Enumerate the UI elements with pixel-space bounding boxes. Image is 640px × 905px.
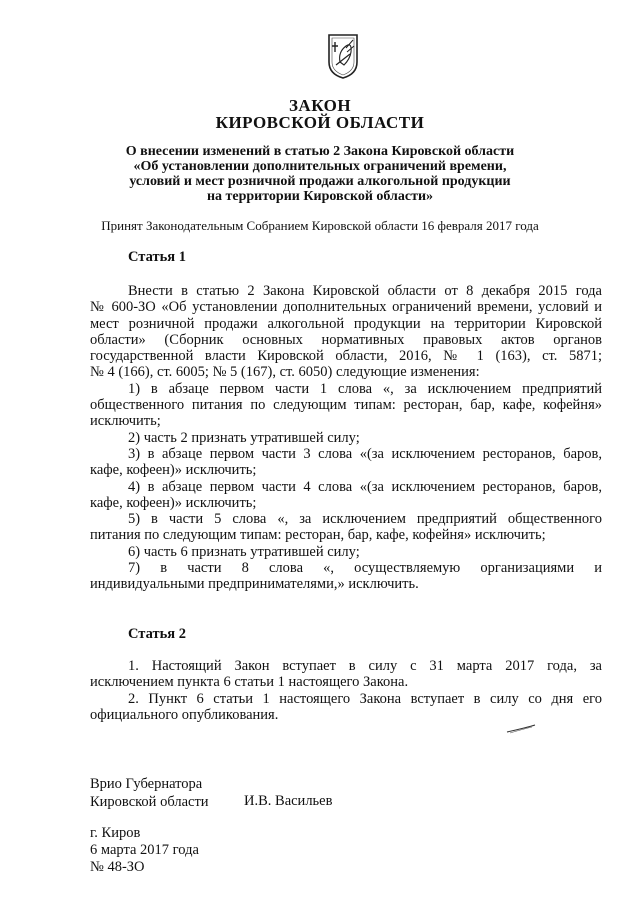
paragraph-line: питания по следующим типам: ресторан, бар, кафе, кофейня» исключить; — [90, 527, 546, 544]
law-title: ЗАКОН — [288, 96, 352, 115]
paragraph-line: области» (Сборник основных нормативных правовых актов органов — [90, 331, 602, 348]
paragraph-line: 1. Настоящий Закон вступает в силу с 31 марта 2017 года, за — [128, 658, 602, 674]
paragraph-line: 3) в абзаце первом части 3 слова «(за исключением ресторанов, баров, — [128, 445, 602, 462]
paragraph-line: 6) часть 6 признать утратившей силу; — [128, 543, 360, 560]
subject-line: «Об установлении дополнительных ограничений времени, — [133, 159, 507, 174]
paragraph-line: кафе, кофеен)» исключить; — [90, 462, 257, 479]
subject-line: условий и мест розничной продажи алкогольной продукции — [129, 174, 511, 189]
law-subject — [0, 144, 640, 204]
paragraph-line: официального опубликования. — [90, 706, 279, 723]
issue-date: 6 марта 2017 года — [90, 842, 199, 858]
law-region-title: КИРОВСКОЙ ОБЛАСТИ — [215, 113, 425, 132]
issue-city: г. Киров — [90, 825, 141, 841]
paragraph-line: 1) в абзаце первом части 1 слова «, за исключением предприятий — [128, 380, 602, 397]
paragraph-line: № 4 (166), ст. 6005; № 5 (167), ст. 6050) следующие изменения: — [90, 364, 480, 381]
article-1-heading: Статья 1 — [128, 249, 186, 265]
paragraph-line: 2. Пункт 6 статьи 1 настоящего Закона вступает в силу со дня его — [128, 690, 602, 707]
article-2-heading: Статья 2 — [128, 626, 186, 642]
position-line: Кировской области — [90, 794, 209, 810]
signatory-name: И.В. Васильев — [244, 793, 333, 809]
coat-of-arms-icon — [326, 32, 360, 80]
paragraph-line: 7) в части 8 слова «, осуществляемую организациями и — [128, 560, 602, 577]
paragraph-line: исключить; — [90, 413, 161, 430]
subject-line: на территории Кировской области» — [206, 189, 434, 204]
issue-details — [90, 825, 199, 876]
paragraph-line: № 600-ЗО «Об установлении дополнительных ограничений времени, условий и — [90, 299, 602, 316]
article-2-body — [90, 658, 602, 723]
paragraph-line: кафе, кофеен)» исключить; — [90, 494, 257, 511]
paragraph-line: общественного питания по следующим типам: ресторан, бар, кафе, кофейня» — [90, 397, 602, 414]
position-line: Врио Губернатора — [90, 776, 203, 792]
paragraph-line: государственной власти Кировской области, 2016, № 1 (163), ст. 5871; — [90, 348, 602, 365]
paragraph-line: Внести в статью 2 Закона Кировской области от 8 декабря 2015 года — [128, 283, 602, 299]
paragraph-line: исключением пункта 6 статьи 1 настоящего Закона. — [90, 674, 409, 691]
paragraph-line: 2) часть 2 признать утратившей силу; — [128, 429, 360, 446]
paragraph-line: 5) в части 5 слова «, за исключением предприятий общественного — [128, 511, 602, 528]
paragraph-line: 4) в абзаце первом части 4 слова «(за исключением ресторанов, баров, — [128, 478, 602, 495]
subject-line: О внесении изменений в статью 2 Закона Кировской области — [125, 144, 515, 159]
law-number: № 48-ЗО — [90, 859, 145, 875]
paragraph-line: мест розничной продажи алкогольной продукции на территории Кировской — [90, 315, 602, 332]
paragraph-line: индивидуальными предпринимателями,» исключить. — [90, 576, 419, 593]
adoption-note: Принят Законодательным Собранием Кировской области 16 февраля 2017 года — [101, 218, 539, 233]
article-1-body — [90, 283, 602, 593]
signatory-position — [90, 775, 209, 811]
handwritten-mark-icon — [506, 724, 536, 734]
